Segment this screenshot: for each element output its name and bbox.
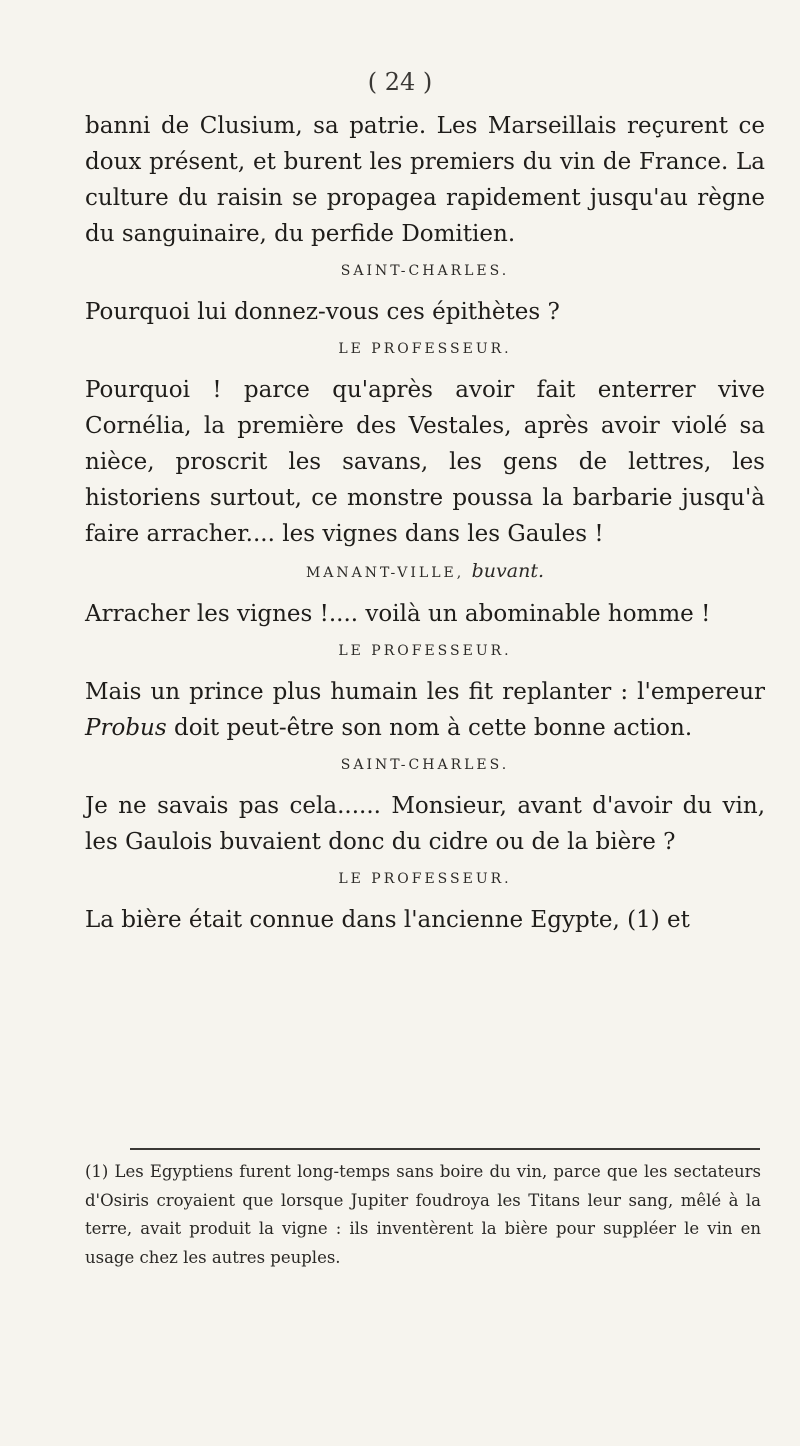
speaker-name: LE PROFESSEUR. xyxy=(338,871,512,887)
speaker-name: LE PROFESSEUR. xyxy=(338,341,512,357)
speaker-name: SAINT-CHARLES. xyxy=(340,263,510,279)
stage-direction: buvant. xyxy=(471,560,545,582)
page-number: ( 24 ) xyxy=(367,68,433,96)
paragraph: banni de Clusium, sa patrie. Les Marseillais reçurent ce doux présent, et burent les premiers du vin de France. La culture du raisin se propagea rapidement jusqu'au règne du sanguinaire, du perfide Domitien. xyxy=(85,113,765,247)
paragraph: Pourquoi lui donnez-vous ces épithètes ? xyxy=(85,299,560,325)
main-text xyxy=(85,108,765,938)
speaker-name: SAINT-CHARLES. xyxy=(340,757,510,773)
speaker-name: MANANT-VILLE, xyxy=(305,565,465,581)
emperor-name: Probus xyxy=(85,715,167,741)
speaker-name: LE PROFESSEUR. xyxy=(338,643,512,659)
paragraph-text: Mais un prince plus humain les fit replanter : l'empereur xyxy=(85,679,765,705)
footnotes xyxy=(85,1158,761,1272)
paragraph: La bière était connue dans l'ancienne Egypte, (1) et xyxy=(85,907,690,933)
footnote: (1) Les Egyptiens furent long-temps sans boire du vin, parce que les sectateurs d'Osiris croyaient que lorsque Jupiter foudroya les Titans leur sang, mêlé à la terre, avait produit la vigne : ils inventèrent la bière pour suppléer le vin en usage chez les autres peuples. xyxy=(85,1162,761,1267)
paragraph: Pourquoi ! parce qu'après avoir fait enterrer vive Cornélia, la première des Vestales, après avoir violé sa nièce, proscrit les savans, les gens de lettres, les historiens surtout, ce monstre poussa la barbarie jusqu'à faire arracher.... les vignes dans les Gaules ! xyxy=(85,377,765,547)
paragraph-text: doit peut-être son nom à cette bonne action. xyxy=(173,715,693,741)
speaker-line xyxy=(85,562,765,582)
paragraph: Je ne savais pas cela...... Monsieur, avant d'avoir du vin, les Gaulois buvaient donc du cidre ou de la bière ? xyxy=(85,793,765,855)
footnote-rule xyxy=(130,1148,760,1150)
paragraph: Arracher les vignes !.... voilà un abominable homme ! xyxy=(85,601,711,627)
paragraph xyxy=(85,674,765,746)
